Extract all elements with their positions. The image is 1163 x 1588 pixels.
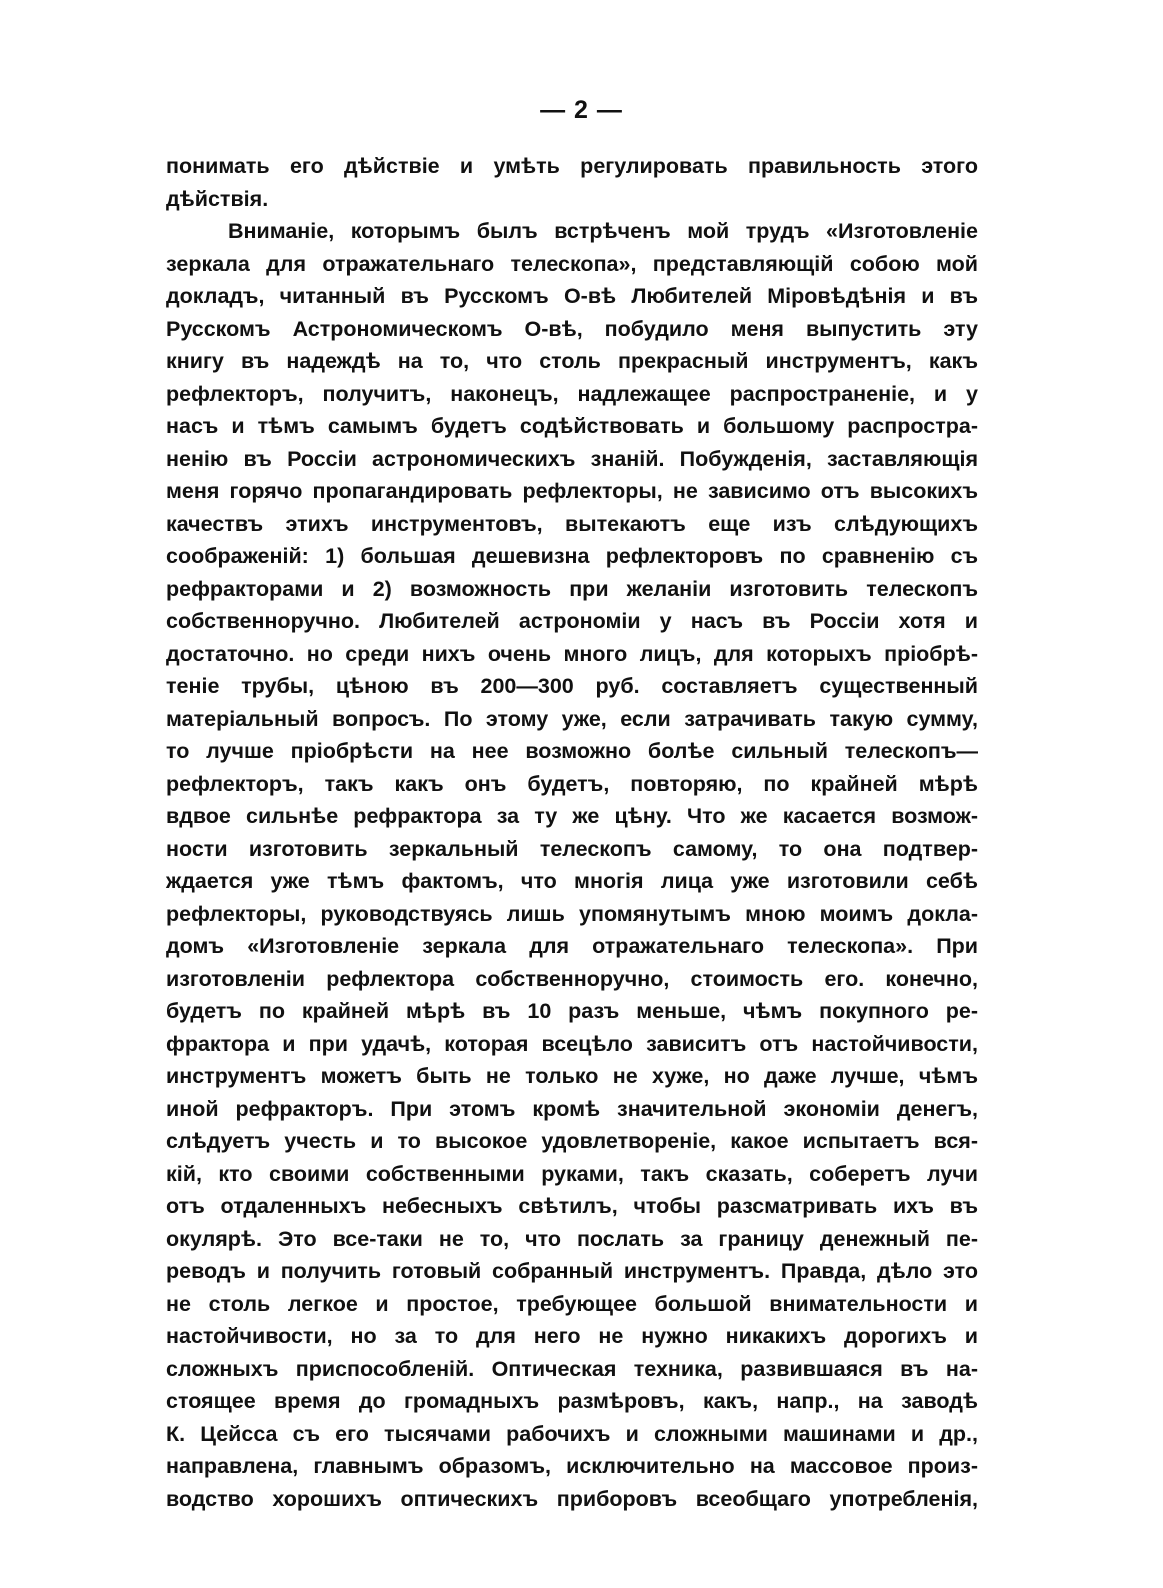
text-line: К. Цейсса съ его тысячами рабочихъ и сложными машинами и др., bbox=[166, 1421, 978, 1446]
text-line: матеріальный вопросъ. По этому уже, если затрачивать такую сумму, bbox=[166, 706, 978, 731]
text-line: соображеній: 1) большая дешевизна рефлекторовъ по сравненію съ bbox=[166, 544, 978, 568]
text-line: рефлекторъ, такъ какъ онъ будетъ, повторяю, по крайней мѣрѣ bbox=[166, 771, 978, 796]
text-line: фрактора и при удачѣ, которая всецѣло зависитъ отъ настойчивости, bbox=[166, 1031, 978, 1056]
text-line: иной рефракторъ. При этомъ кромѣ значительной экономіи денегъ, bbox=[166, 1096, 978, 1121]
text-line: ности изготовить зеркальный телескопъ самому, то она подтвер- bbox=[166, 836, 978, 861]
text-line: зеркала для отражательнаго телескопа», представляющій собою мой bbox=[166, 251, 978, 276]
text-line: направлена, главнымъ образомъ, исключительно на массовое произ- bbox=[166, 1454, 978, 1478]
text-line: сложныхъ приспособленій. Оптическая техника, развившаяся въ на- bbox=[166, 1356, 978, 1381]
text-line: Русскомъ Астрономическомъ О-вѣ, побудило меня выпустить эту bbox=[166, 316, 978, 341]
text-line: то лучше пріобрѣсти на нее возможно болѣе сильный телескопъ— bbox=[166, 739, 978, 763]
text-line: кій, кто своими собственными руками, такъ сказать, соберетъ лучи bbox=[166, 1161, 978, 1186]
text-line: докладъ, читанный въ Русскомъ О-вѣ Любителей Міровѣдѣнія и въ bbox=[166, 284, 978, 308]
text-line: ждается уже тѣмъ фактомъ, что многія лица уже изготовили себѣ bbox=[166, 869, 978, 893]
text-line: качествъ этихъ инструментовъ, вытекаютъ еще изъ слѣдующихъ bbox=[166, 511, 978, 536]
text-line: окулярѣ. Это все-таки не то, что послать за границу денежный пе- bbox=[166, 1226, 978, 1251]
text-line: меня горячо пропагандировать рефлекторы, не зависимо отъ высокихъ bbox=[166, 479, 978, 503]
text-line: стоящее время до громадныхъ размѣровъ, какъ, напр., на заводѣ bbox=[166, 1389, 978, 1413]
text-line: собственноручно. Любителей астрономіи у насъ въ Россіи хотя и bbox=[166, 609, 978, 633]
text-line: дѣйствія. bbox=[166, 186, 269, 211]
text-line: инструментъ можетъ быть не только не хуже, но даже лучше, чѣмъ bbox=[166, 1064, 978, 1088]
text-line: достаточно. но среди нихъ очень много лицъ, для которыхъ пріобрѣ- bbox=[166, 641, 978, 666]
text-line: слѣдуетъ учесть и то высокое удовлетвореніе, какое испытаетъ вся- bbox=[166, 1129, 978, 1153]
text-line: рефлекторы, руководствуясь лишь упомянутымъ мною моимъ докла- bbox=[166, 901, 978, 926]
body-text bbox=[166, 150, 978, 1515]
text-line: книгу въ надеждѣ на то, что столь прекрасный инструментъ, какъ bbox=[166, 349, 978, 373]
page-number: — 2 — bbox=[540, 96, 623, 124]
text-line: отъ отдаленныхъ небесныхъ свѣтилъ, чтобы разсматривать ихъ въ bbox=[166, 1194, 978, 1218]
text-line: водство хорошихъ оптическихъ приборовъ всеобщаго употребленія, bbox=[166, 1486, 978, 1511]
text-line: вдвое сильнѣе рефрактора за ту же цѣну. Что же касается возмож- bbox=[166, 804, 978, 828]
text-line: будетъ по крайней мѣрѣ въ 10 разъ меньше, чѣмъ покупного ре- bbox=[166, 999, 978, 1023]
text-line: рефракторами и 2) возможность при желаніи изготовить телескопъ bbox=[166, 576, 978, 601]
text-line: реводъ и получить готовый собранный инструментъ. Правда, дѣло это bbox=[166, 1259, 978, 1283]
text-line: изготовленіи рефлектора собственноручно, стоимость его. конечно, bbox=[166, 966, 978, 991]
text-line: настойчивости, но за то для него не нужно никакихъ дорогихъ и bbox=[166, 1324, 978, 1348]
text-line: Вниманіе, которымъ былъ встрѣченъ мой трудъ «Изготовленіе bbox=[228, 219, 978, 243]
text-line: не столь легкое и простое, требующее большой внимательности и bbox=[166, 1291, 978, 1316]
text-line: домъ «Изготовленіе зеркала для отражательнаго телескопа». При bbox=[166, 934, 978, 958]
text-line: насъ и тѣмъ самымъ будетъ содѣйствовать и большому распростра- bbox=[166, 414, 978, 438]
text-line: ненію въ Россіи астрономическихъ знаній. Побужденія, заставляющія bbox=[166, 446, 978, 471]
text-line: понимать его дѣйствіе и умѣть регулировать правильность этого bbox=[166, 154, 978, 178]
text-line: рефлекторъ, получитъ, наконецъ, надлежащее распространеніе, и у bbox=[166, 381, 978, 406]
text-line: теніе трубы, цѣною въ 200—300 руб. составляетъ существенный bbox=[166, 674, 978, 698]
